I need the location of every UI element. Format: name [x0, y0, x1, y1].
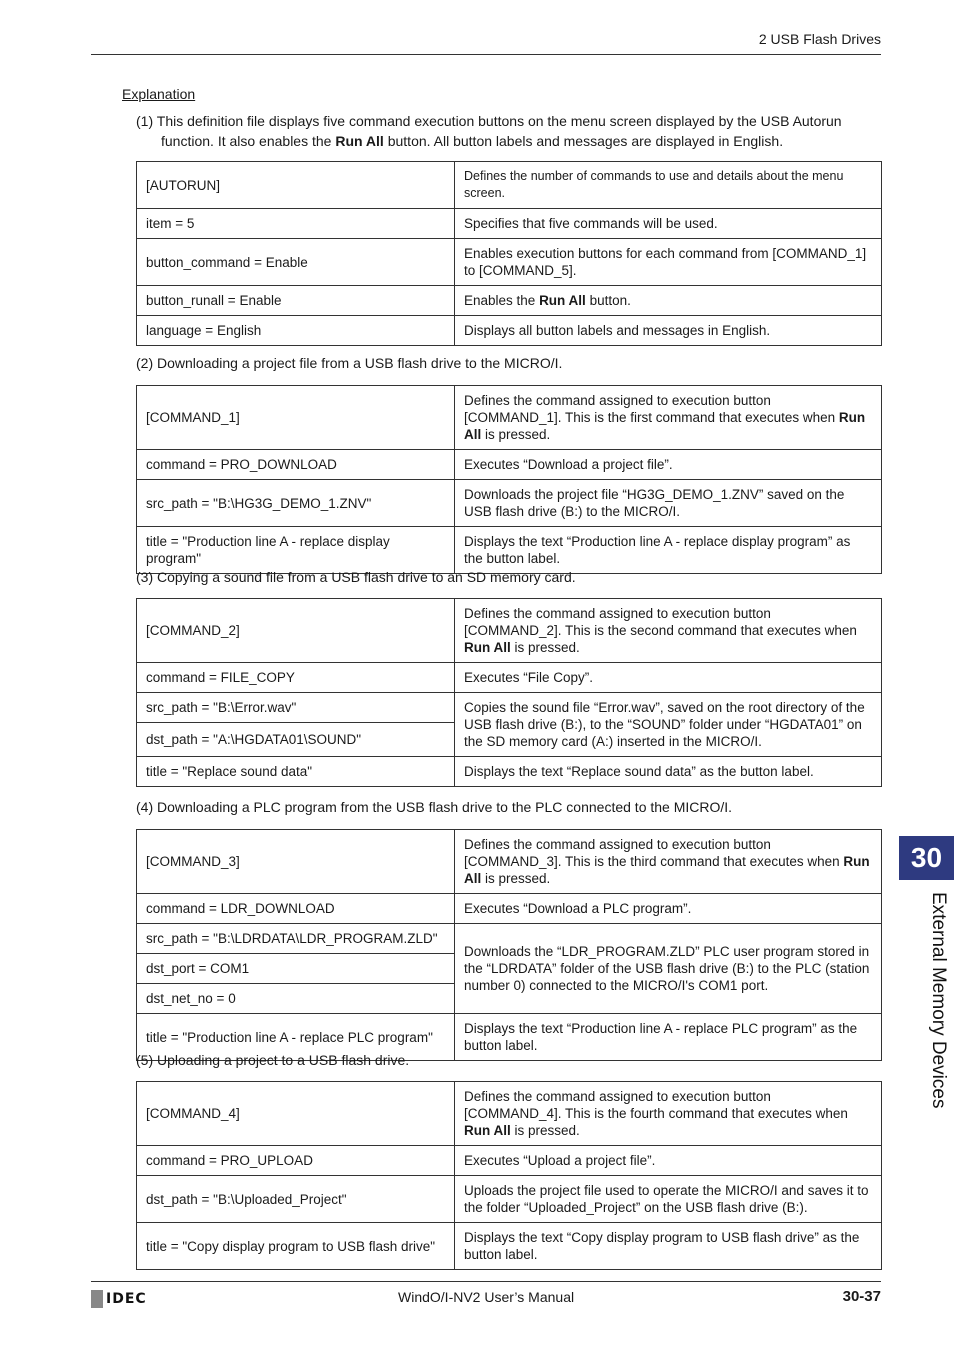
- intro-number: (1): [136, 113, 154, 129]
- value-cell: Displays the text “Production line A - replace PLC program” as the button label.: [455, 1014, 882, 1061]
- value-text: is pressed.: [481, 427, 551, 442]
- value-cell: Executes “Upload a project file”.: [455, 1146, 882, 1176]
- run-all-label: Run All: [464, 640, 511, 655]
- key-cell: title = "Production line A - replace PLC program": [137, 1014, 455, 1061]
- key-cell: src_path = "B:\LDRDATA\LDR_PROGRAM.ZLD": [137, 924, 455, 954]
- intro-text: function. It also enables the: [161, 133, 336, 149]
- value-cell: Defines the number of commands to use and details about the menu screen.: [455, 162, 882, 209]
- key-cell: [COMMAND_4]: [137, 1082, 455, 1146]
- autorun-table: [136, 161, 882, 346]
- command-2-table: [136, 598, 882, 787]
- table-row: [137, 894, 882, 924]
- chapter-tab: 30: [899, 836, 954, 880]
- key-cell: button_runall = Enable: [137, 286, 455, 316]
- page-number: 30-37: [842, 1288, 881, 1305]
- key-cell: dst_path = "A:\HGDATA01\SOUND": [137, 723, 455, 757]
- value-text: is pressed.: [481, 871, 551, 886]
- key-cell: src_path = "B:\HG3G_DEMO_1.ZNV": [137, 480, 455, 527]
- value-cell: Enables execution buttons for each command from [COMMAND_1] to [COMMAND_5].: [455, 239, 882, 286]
- value-text: Defines the command assigned to execution button [COMMAND_2]. This is the second command that executes when: [464, 606, 857, 638]
- footer-rule: [91, 1281, 881, 1282]
- key-cell: item = 5: [137, 209, 455, 239]
- key-cell: command = PRO_DOWNLOAD: [137, 450, 455, 480]
- table-row: [137, 480, 882, 527]
- key-cell: dst_port = COM1: [137, 954, 455, 984]
- key-cell: command = LDR_DOWNLOAD: [137, 894, 455, 924]
- value-text: Enables the: [464, 293, 540, 308]
- value-cell: [455, 599, 882, 663]
- value-cell: Downloads the project file “HG3G_DEMO_1.ZNV” saved on the USB flash drive (B:) to the MICRO/I.: [455, 480, 882, 527]
- table-row: [137, 663, 882, 693]
- key-cell: title = "Replace sound data": [137, 757, 455, 787]
- key-cell: command = PRO_UPLOAD: [137, 1146, 455, 1176]
- table-row: [137, 757, 882, 787]
- table-row: [137, 1176, 882, 1223]
- value-cell: Displays the text “Replace sound data” as the button label.: [455, 757, 882, 787]
- value-cell: Downloads the “LDR_PROGRAM.ZLD” PLC user program stored in the “LDRDATA” folder of the USB flash drive (B:) to the PLC (station number 0) connected to the MICRO/I's COM1 port.: [455, 924, 882, 1014]
- run-all-label: Run All: [464, 410, 866, 442]
- value-cell: Executes “Download a PLC program”.: [455, 894, 882, 924]
- table-row: [137, 1146, 882, 1176]
- table-row: [137, 1223, 882, 1270]
- logo-text: IDEC: [106, 1291, 147, 1307]
- section-5-heading: (5) Uploading a project to a USB flash drive.: [136, 1052, 410, 1068]
- value-text: Defines the command assigned to execution button [COMMAND_3]. This is the third command that executes when: [464, 837, 844, 869]
- table-row: [137, 1082, 882, 1146]
- value-cell: Copies the sound file “Error.wav”, saved on the root directory of the USB flash drive (B:), to the “SOUND” folder under “HGDATA01” on the SD memory card (A:) inserted in the MICRO/I.: [455, 693, 882, 757]
- key-cell: dst_net_no = 0: [137, 984, 455, 1014]
- command-3-table: [136, 829, 882, 1061]
- table-row: [137, 924, 882, 954]
- idec-logo: [91, 1290, 147, 1308]
- run-all-label: Run All: [464, 1123, 511, 1138]
- header-rule: [91, 54, 881, 55]
- value-cell: [455, 286, 882, 316]
- value-text: Defines the command assigned to execution button [COMMAND_4]. This is the fourth command that executes when: [464, 1089, 848, 1121]
- command-1-table: [136, 385, 882, 574]
- chapter-title: External Memory Devices: [928, 892, 949, 1109]
- key-cell: dst_path = "B:\Uploaded_Project": [137, 1176, 455, 1223]
- key-cell: [AUTORUN]: [137, 162, 455, 209]
- key-cell: button_command = Enable: [137, 239, 455, 286]
- key-cell: title = "Copy display program to USB flash drive": [137, 1223, 455, 1270]
- table-row: [137, 386, 882, 450]
- value-cell: Uploads the project file used to operate the MICRO/I and saves it to the folder “Uploaded_Project” on the USB flash drive (B:).: [455, 1176, 882, 1223]
- value-cell: Displays the text “Production line A - replace display program” as the button label.: [455, 527, 882, 574]
- running-header: 2 USB Flash Drives: [758, 31, 881, 47]
- value-cell: [455, 1082, 882, 1146]
- key-cell: [COMMAND_2]: [137, 599, 455, 663]
- table-row: [137, 599, 882, 663]
- key-cell: [COMMAND_3]: [137, 830, 455, 894]
- section-4-heading: (4) Downloading a PLC program from the USB flash drive to the PLC connected to the MICRO/I.: [136, 799, 733, 815]
- value-cell: Executes “File Copy”.: [455, 663, 882, 693]
- table-row: [137, 693, 882, 723]
- key-cell: [COMMAND_1]: [137, 386, 455, 450]
- table-row: [137, 286, 882, 316]
- value-text: button.: [585, 293, 631, 308]
- intro-paragraph: [136, 111, 876, 151]
- section-2-heading: (2) Downloading a project file from a USB flash drive to the MICRO/I.: [136, 355, 563, 371]
- explanation-heading: Explanation: [122, 86, 196, 102]
- key-cell: language = English: [137, 316, 455, 346]
- value-cell: [455, 386, 882, 450]
- run-all-label: Run All: [539, 293, 586, 308]
- intro-line2: [136, 131, 876, 151]
- logo-mark-icon: [91, 1290, 103, 1308]
- value-cell: Displays all button labels and messages in English.: [455, 316, 882, 346]
- value-cell: Displays the text “Copy display program to USB flash drive” as the button label.: [455, 1223, 882, 1270]
- run-all-label: Run All: [335, 133, 384, 149]
- value-text: Defines the command assigned to execution button [COMMAND_1]. This is the first command that executes when: [464, 393, 839, 425]
- table-row: [137, 316, 882, 346]
- value-text: is pressed.: [510, 640, 580, 655]
- value-cell: [455, 830, 882, 894]
- table-row: [137, 162, 882, 209]
- intro-text: button. All button labels and messages are displayed in English.: [383, 133, 784, 149]
- value-cell: Specifies that five commands will be used.: [455, 209, 882, 239]
- table-row: [137, 209, 882, 239]
- value-cell: Executes “Download a project file”.: [455, 450, 882, 480]
- section-3-heading: (3) Copying a sound file from a USB flash drive to an SD memory card.: [136, 569, 576, 585]
- key-cell: src_path = "B:\Error.wav": [137, 693, 455, 723]
- command-4-table: [136, 1081, 882, 1270]
- table-row: [137, 830, 882, 894]
- table-row: [137, 450, 882, 480]
- value-text: is pressed.: [510, 1123, 580, 1138]
- key-cell: title = "Production line A - replace display program": [137, 527, 455, 574]
- run-all-label: Run All: [464, 854, 870, 886]
- intro-line1: This definition file displays five command execution buttons on the menu screen displayed by the USB Autorun: [156, 113, 842, 129]
- manual-title: WindO/I-NV2 User’s Manual: [398, 1289, 575, 1305]
- key-cell: command = FILE_COPY: [137, 663, 455, 693]
- table-row: [137, 239, 882, 286]
